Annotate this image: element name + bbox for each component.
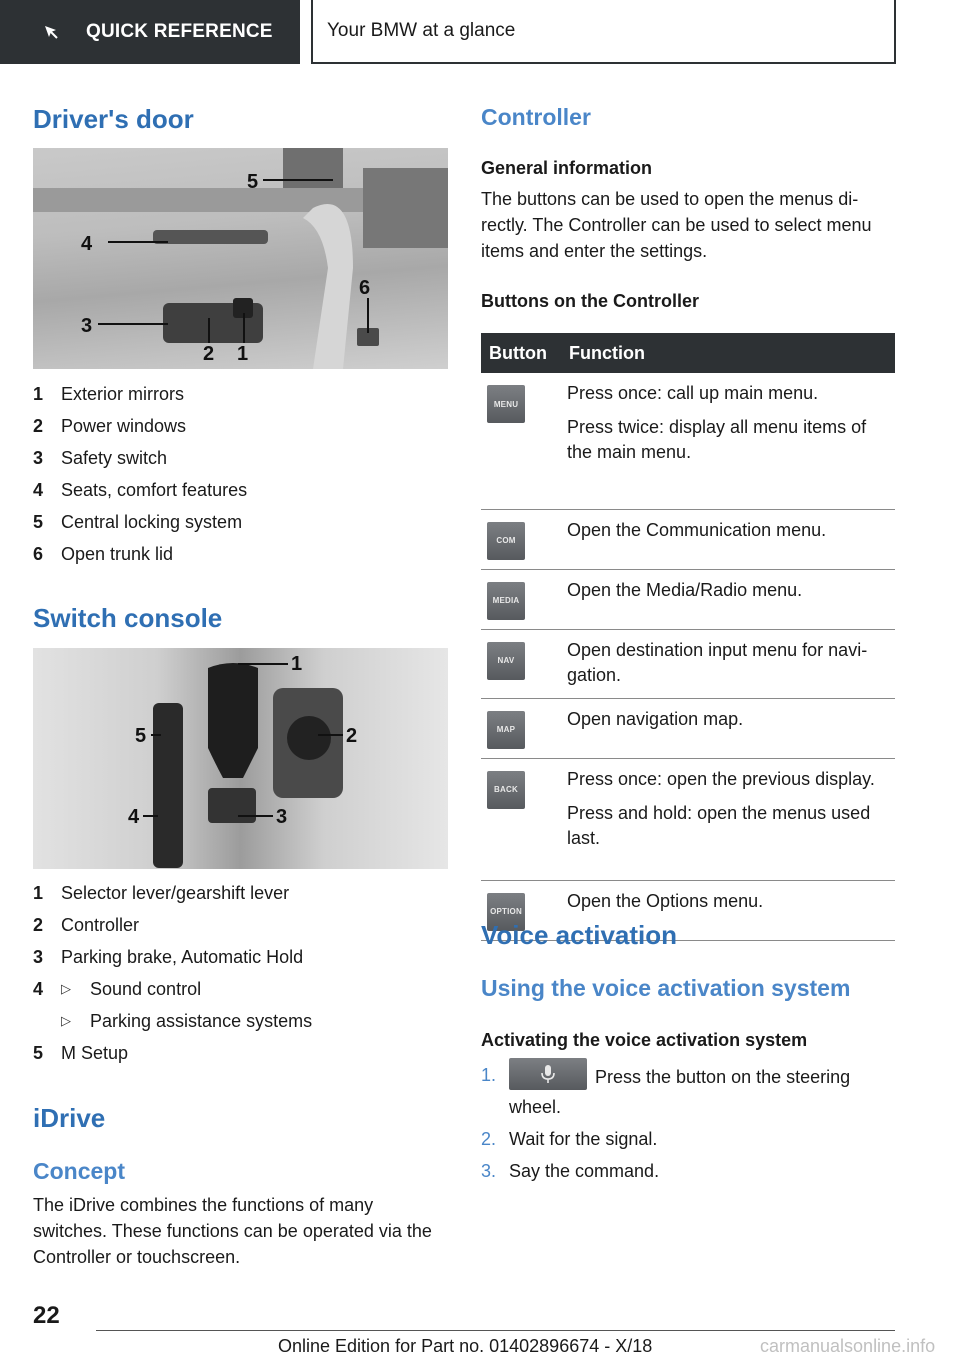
door-callout-4: 4 — [81, 233, 93, 255]
door-callout-1: 1 — [237, 343, 249, 365]
list-item: 6 Open trunk lid — [33, 543, 174, 564]
list-item: 2 Controller — [33, 914, 140, 935]
switch-console-photo — [33, 648, 448, 869]
table-row: MAP Open navigation map. — [481, 698, 895, 758]
list-item: 3 Parking brake, Automatic Hold — [33, 946, 304, 967]
controller-buttons-table — [481, 333, 895, 941]
list-item: 1 Selector lever/gearshift lever — [33, 882, 290, 903]
col-header-function: Function — [561, 333, 895, 373]
buttons-title: Buttons on the Controller — [481, 291, 699, 311]
table-row: MENU Press once: call up main menu. Press twice: display all menu items of the main menu. — [481, 373, 895, 509]
list-item: 4 Seats, comfort features — [33, 479, 248, 500]
tab-your-bmw[interactable] — [311, 0, 896, 64]
tab-your-bmw-label: Your BMW at a glance — [327, 20, 516, 41]
door-diagram — [33, 148, 448, 369]
table-row: OPTION Open the Options menu. — [481, 880, 895, 940]
menu-button-icon: MENU — [487, 385, 525, 423]
console-diagram — [33, 648, 448, 869]
table-row: NAV Open destination input menu for navigation. — [481, 629, 895, 698]
list-item: 5 Central locking system — [33, 511, 243, 532]
list-item: 1 Exterior mirrors — [33, 383, 185, 404]
list-item: 1. Press the button on the steering wheel. — [481, 1062, 895, 1120]
page-number: 22 — [33, 1302, 60, 1329]
drivers-door-list — [33, 378, 448, 570]
triangle-bullet-icon: ▷ — [61, 981, 71, 996]
table-row: BACK Press once: open the previous display. Press and hold: open the menus used last. — [481, 758, 895, 880]
table-row: COM Open the Communication menu. — [481, 509, 895, 569]
list-item: ▷ Parking assistance systems — [61, 1010, 313, 1031]
page-header — [0, 0, 960, 66]
controller-title: Controller — [481, 104, 591, 130]
list-item: 2 Power windows — [33, 415, 187, 436]
tab-quick-reference-label: QUICK REFERENCE — [86, 21, 273, 42]
list-item: 4 ▷ Sound control — [33, 978, 202, 999]
console-callout-1: 1 — [291, 653, 303, 675]
media-button-icon: MEDIA — [487, 582, 525, 620]
console-callout-2: 2 — [346, 725, 358, 747]
table-header-row — [481, 333, 895, 373]
switch-console-list — [33, 877, 448, 1069]
switch-console-title: Switch console — [33, 603, 223, 633]
console-callout-5: 5 — [135, 725, 147, 747]
map-button-icon: MAP — [487, 711, 525, 749]
watermark-text: carmanualsonline.info — [760, 1336, 936, 1356]
table-row: MEDIA Open the Media/Radio menu. — [481, 569, 895, 629]
door-callout-5: 5 — [247, 171, 259, 193]
concept-text: The iDrive combines the functions of many switches. These functions can be operated via the Controller or touchscreen. — [33, 1195, 432, 1267]
door-callout-6: 6 — [359, 277, 371, 299]
door-callout-3: 3 — [81, 315, 93, 337]
edition-text: Online Edition for Part no. 01402896674 - X/18 — [278, 1336, 653, 1356]
com-button-icon: COM — [487, 522, 525, 560]
voice-button-icon — [509, 1058, 587, 1090]
voice-activation-title: Voice activation — [481, 920, 678, 950]
activating-title: Activating the voice activation system — [481, 1030, 808, 1050]
nav-button-icon: NAV — [487, 642, 525, 680]
pointer-arrow-icon — [44, 25, 58, 39]
option-button-icon: OPTION — [487, 893, 525, 931]
list-item: 3. Say the command. — [481, 1161, 660, 1181]
voice-steps — [481, 1062, 895, 1190]
concept-title: Concept — [33, 1158, 125, 1184]
col-header-button: Button — [481, 333, 561, 373]
drivers-door-title: Driver's door — [33, 104, 194, 134]
drivers-door-photo — [33, 148, 448, 369]
tab-quick-reference[interactable] — [0, 0, 300, 64]
voice-subtitle: Using the voice activation system — [481, 975, 851, 1001]
console-callout-4: 4 — [128, 806, 140, 828]
list-item: 5 M Setup — [33, 1042, 129, 1063]
list-item: 2. Wait for the signal. — [481, 1129, 658, 1149]
console-callout-3: 3 — [276, 806, 288, 828]
list-item: 3 Safety switch — [33, 447, 168, 468]
triangle-bullet-icon: ▷ — [61, 1013, 71, 1028]
general-info-title: General information — [481, 158, 653, 178]
idrive-title: iDrive — [33, 1103, 106, 1133]
microphone-icon — [539, 1064, 557, 1084]
general-info-text: The buttons can be used to open the menus directly. The Controller can be used to select menu items and enter the settings. — [481, 189, 872, 261]
door-callout-2: 2 — [203, 343, 215, 365]
back-button-icon: BACK — [487, 771, 525, 809]
footer-divider — [96, 1330, 895, 1331]
